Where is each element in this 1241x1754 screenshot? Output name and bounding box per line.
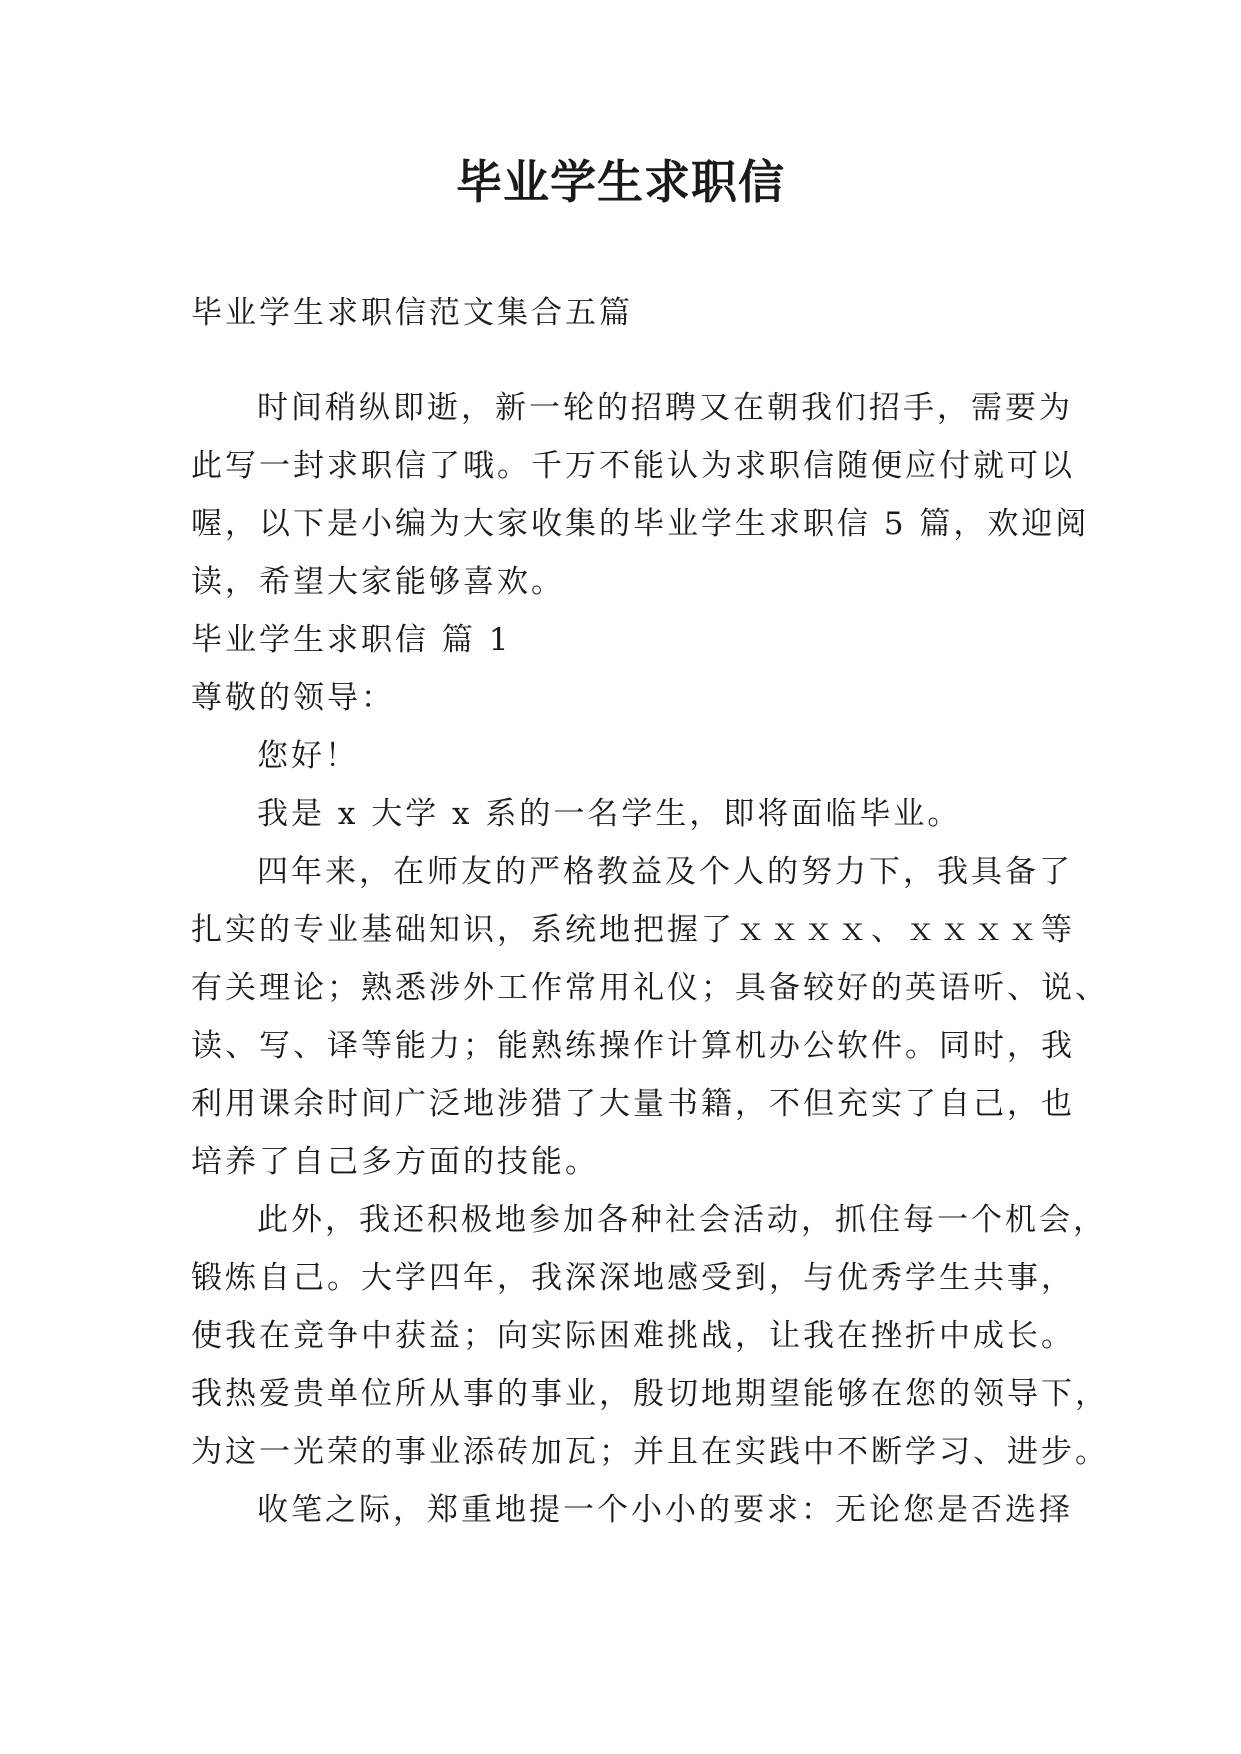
text-line: 尊敬的领导： (191, 680, 395, 716)
text-line: 此写一封求职信了哦。千万不能认为求职信随便应付就可以 (191, 448, 1075, 484)
text-line: 扎实的专业基础知识，系统地把握了ｘｘｘｘ、ｘｘｘｘ等 (191, 912, 1075, 948)
text-line: 四年来，在师友的严格教益及个人的努力下，我具备了 (257, 854, 1073, 890)
document-body (191, 284, 1109, 1539)
text-line: 读，希望大家能够喜欢。 (191, 564, 565, 600)
text-line: 锻炼自己。大学四年，我深深地感受到，与优秀学生共事， (191, 1260, 1075, 1296)
text-line: 有关理论；熟悉涉外工作常用礼仪；具备较好的英语听、说、 (191, 970, 1109, 1006)
document-title: 毕业学生求职信 (456, 155, 785, 209)
text-line: 时间稍纵即逝，新一轮的招聘又在朝我们招手，需要为 (257, 390, 1073, 426)
text-line: 毕业学生求职信 篇 1 (191, 622, 512, 658)
text-line: 培养了自己多方面的技能。 (191, 1144, 599, 1180)
text-line: 为这一光荣的事业添砖加瓦；并且在实践中不断学习、进步。 (191, 1434, 1109, 1470)
text-line: 喔，以下是小编为大家收集的毕业学生求职信 5 篇，欢迎阅 (191, 506, 1090, 542)
text-line: 使我在竞争中获益；向实际困难挑战，让我在挫折中成长。 (191, 1318, 1075, 1354)
text-line: 利用课余时间广泛地涉猎了大量书籍，不但充实了自己，也 (191, 1086, 1075, 1122)
text-line: 读、写、译等能力；能熟练操作计算机办公软件。同时，我 (191, 1028, 1075, 1064)
text-line: 我是 x 大学 x 系的一名学生，即将面临毕业。 (257, 796, 962, 832)
text-line (191, 342, 1081, 379)
text-line: 收笔之际，郑重地提一个小小的要求：无论您是否选择 (257, 1492, 1073, 1528)
text-line: 此外，我还积极地参加各种社会活动，抓住每一个机会， (257, 1202, 1107, 1238)
text-line: 您好！ (257, 738, 359, 774)
text-line: 我热爱贵单位所从事的事业，殷切地期望能够在您的领导下， (191, 1376, 1109, 1412)
document-subtitle: 毕业学生求职信范文集合五篇 (191, 295, 633, 331)
